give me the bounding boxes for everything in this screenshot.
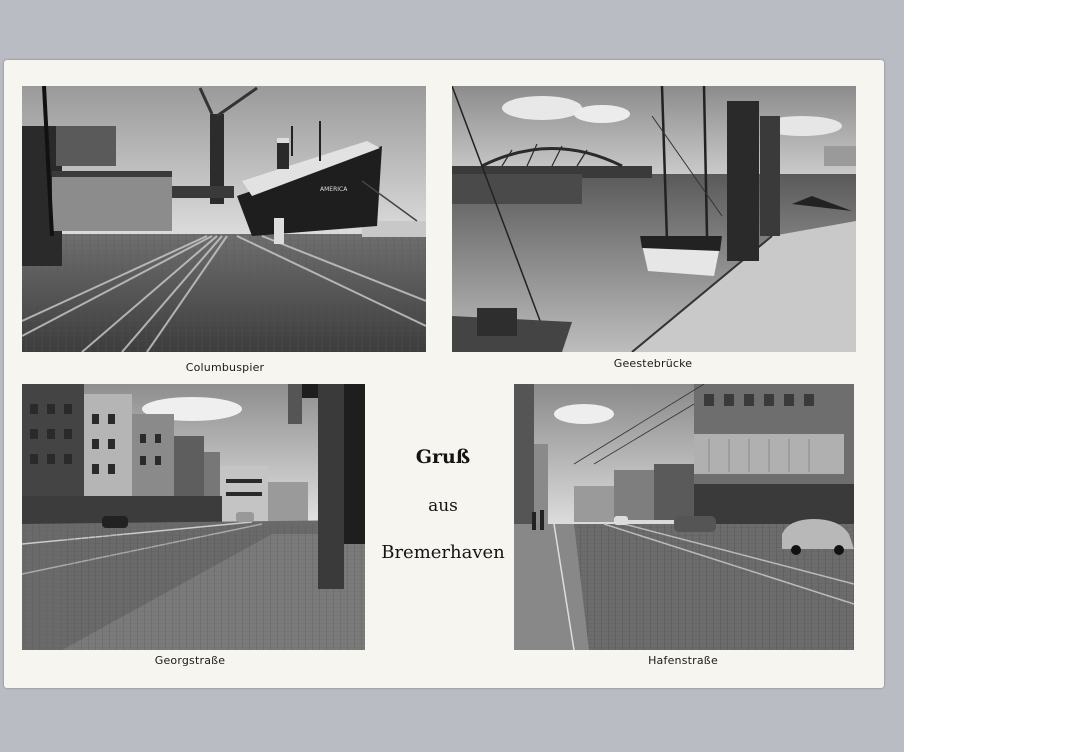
caption-geestebruecke: Geestebrücke [613,357,693,370]
photo-geestebruecke [452,86,856,352]
greeting-city: Bremerhaven [381,542,505,563]
photo-georgstrasse [22,384,365,650]
photo-hafenstrasse [514,384,854,650]
greeting-title: Gruß [415,446,471,468]
caption-hafenstrasse: Hafenstraße [648,654,718,667]
caption-columbuspier: Columbuspier [185,361,265,374]
greeting-connector: aus [428,496,458,516]
caption-georgstrasse: Georgstraße [154,654,226,667]
photo-columbuspier [22,86,426,352]
ship-name: AMERICA [320,186,348,193]
